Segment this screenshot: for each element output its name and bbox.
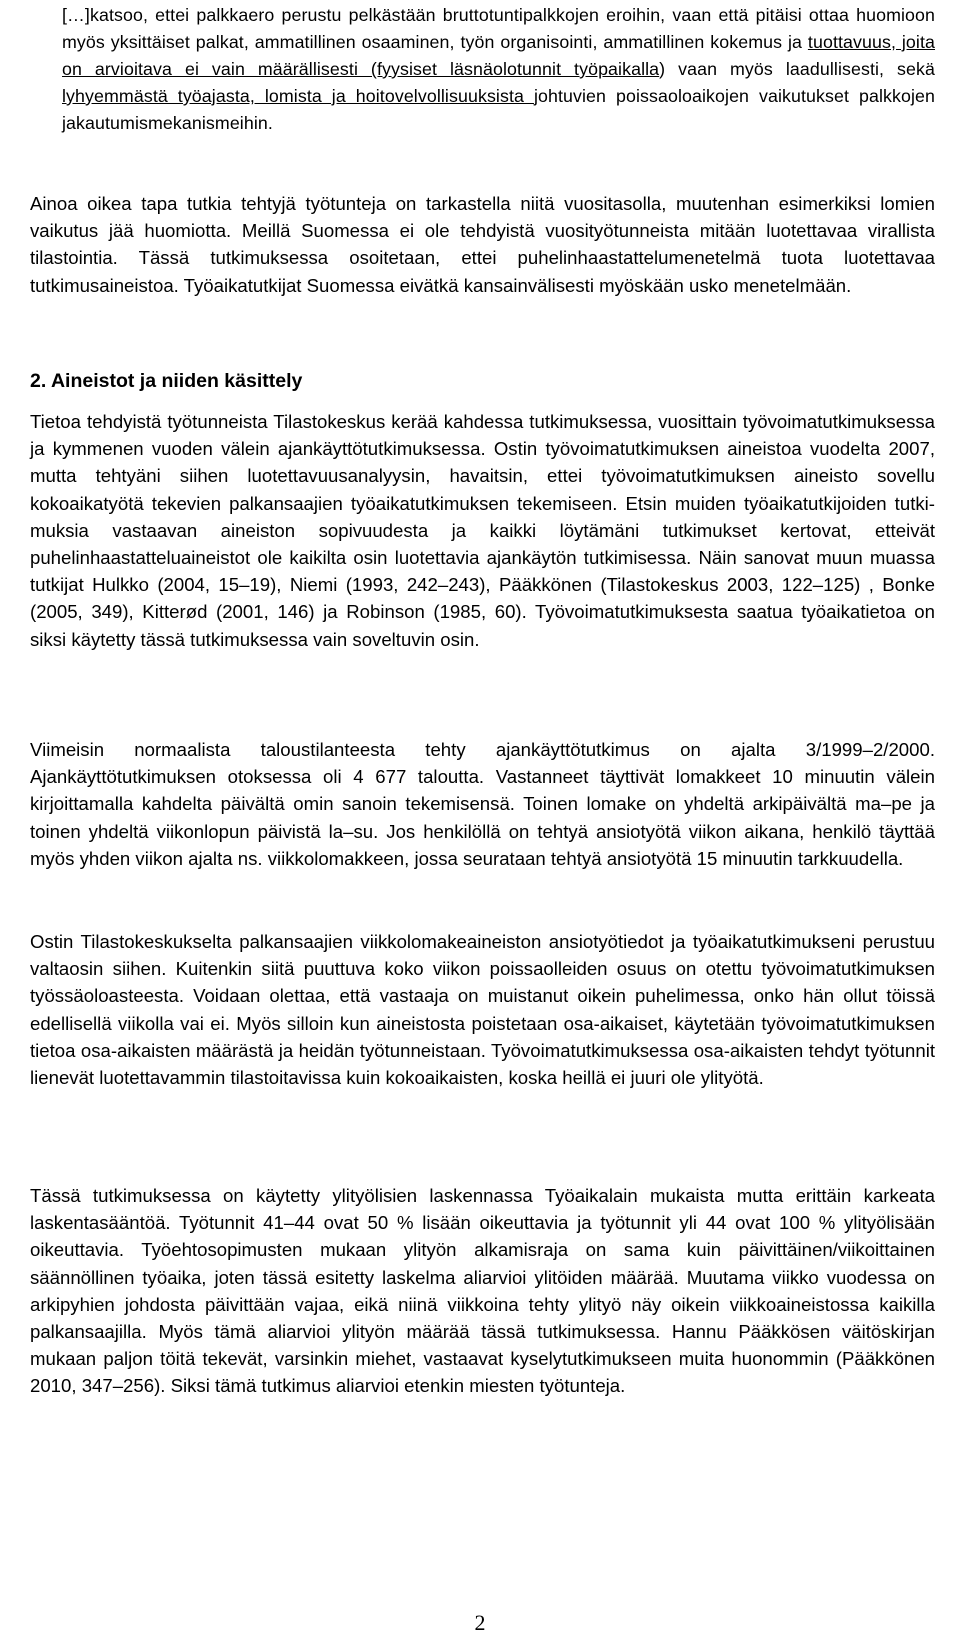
quote-text-1: […]katsoo, ettei palkkaero perustu pelkästään bruttotuntipalkkojen eroihin, vaan että pitäisi ottaa huomioon myös yksittäiset palkat, ammatillinen osaaminen, työn organisointi, ammatillinen kokemus ja bbox=[62, 5, 935, 52]
paragraph-data-1: Tietoa tehdyistä työtunneista Tilastokeskus kerää kahdessa tutkimuksessa, vuosittain työvoimatutkimuksessa ja kymmenen vuoden välein ajankäyttötutkimuksessa. Ostin työvoimatutkimuksen aineistoa vuodelta 2007, mutta tehtyäni siihen luotettavuusanalyysin, havaitsin, ettei työvoimatutkimuksen aineisto sovellu kokoaikatyötä tekevien palkansaajien työaikatutkimuksen tekemiseen. Etsin muiden työaikatutkijoiden tutkimuksia vastaavan aineiston sopivuudesta ja kaikki löytämäni tutkimukset kertovat, etteivät puhelinhaastatteluaineistot ole kaikilta osin luotettavia ajankäytön tutkimisessa. Näin sanovat muun muassa tutkijat Hulkko (2004, 15–19), Niemi (1993, 242–243), Pääkkönen (Tilastokeskus 2003, 122–125) , Bonke (2005, 349), Kitterød (2001, 146) ja Robinson (1985, 60). Työvoimatutkimuksesta saatua työaikatietoa on siksi käytetty tässä tutkimuksessa vain soveltuvin osin. bbox=[30, 411, 935, 650]
page-number: 2 bbox=[474, 1610, 486, 1635]
quote-text-2: ) vaan myös laadullisesti, sekä bbox=[659, 59, 935, 79]
quote-underlined-1: tuottavuus, joita on arvioitava ei vain määrällisesti (fyysiset läsnäolotunnit työpaikalla bbox=[62, 32, 936, 79]
paragraph-data-2: Viimeisin normaalista taloustilanteesta tehty ajankäyttötutkimus on ajalta 3/1999–2/2000. Ajankäyttötutkimuksen otoksessa oli 4 677 taloutta. Vastanneet täyttivät lomakkeet 10 minuutin välein kirjoittamalla kahdelta päivältä omin sanoin tekemisensä. Toinen lomake on yhdeltä arkipäivältä ma–pe ja toinen yhdeltä viikonlopun päivistä la–su. Jos henkilöllä on tehtyä ansiotyötä viikon aikana, henkilö täyttää myös yhden viikon ajalta ns. viikkolomakkeen, jossa seurataan tehtyä ansiotyötä 15 minuutin tarkkuudella. bbox=[30, 739, 935, 869]
paragraph-intro: Ainoa oikea tapa tutkia tehtyjä työtunteja on tarkastella niitä vuositasolla, muutenhan esimerkiksi lomien vaikutus jää huomiotta. Meillä Suomessa ei ole tehdyistä vuosityötunneista mitään luotettavaa virallista tilastointia. Tässä tutkimuksessa osoitetaan, ettei puhelinhaastattelumenetelmä tuota luotettavaa tutkimusaineistoa. Työaikatutkijat Suomessa eivätkä kansainvälisesti myöskään usko menetelmään. bbox=[30, 193, 935, 296]
paragraph-data-3: Ostin Tilastokeskukselta palkansaajien viikkolomakeaineiston ansiotyötiedot ja työaikatutkimukseni perustuu valtaosin siihen. Kuitenkin siitä puuttuva koko viikon poissaolleiden osuus on otettu työvoimatutkimuksen työssäoloasteesta. Voidaan olettaa, että vastaaja on muistanut oikein puhelimessa, onko hän ollut töissä edellisellä viikolla vai ei. Myös silloin kun aineistosta poistetaan osa-aikaiset, käytetään työvoimatutkimuksen tietoa osa-aikaisten määrästä ja heidän työtunneistaan. Työvoimatutkimuksessa osa-aikaisten tehdyt työtunnit lienevät luotettavammin tilastoitavissa kuin kokoaikaisten, koska heillä ei juuri ole ylityötä. bbox=[30, 931, 935, 1089]
quote-underlined-2: lyhyemmästä työajasta, lomista ja hoitovelvollisuuksista bbox=[62, 86, 534, 106]
quote-text-3: johtuvien poissaoloaikojen vaikutukset palkkojen jakautumismekanismeihin. bbox=[62, 86, 935, 133]
paragraph-data-4: Tässä tutkimuksessa on käytetty ylityölisien laskennassa Työaikalain mukaista mutta erittäin karkeata laskentasääntöä. Työtunnit 41–44 ovat 50 % lisään oikeuttavia ja työtunnit yli 44 ovat 100 % ylityölisään oikeuttavia. Työehtosopimusten mukaan ylityön alkamisraja on sama kuin päivittäinen/viikoittainen säännöllinen työaika, joten tässä esitetty laskelma aliarvioi ylitöiden määrää. Muutama viikko vuodessa on arkipyhien johdosta päivittään vajaa, eikä niinä viikkoina tehty ylityö näy oikein viikkoaineistossa kaikilla palkansaajilla. Myös tämä aliarvioi ylityön määrää tässä tutkimuksessa. Hannu Pääkkösen väitöskirjan mukaan paljon töitä tekevät, varsinkin miehet, vastaavat kyselytutkimukseen muita huonommin (Pääkkönen 2010, 347–256). Siksi tämä tutkimus aliarvioi etenkin miesten työtunteja. bbox=[30, 1185, 935, 1397]
section-heading: 2. Aineistot ja niiden käsittely bbox=[30, 370, 303, 392]
block-quote bbox=[62, 2, 935, 137]
